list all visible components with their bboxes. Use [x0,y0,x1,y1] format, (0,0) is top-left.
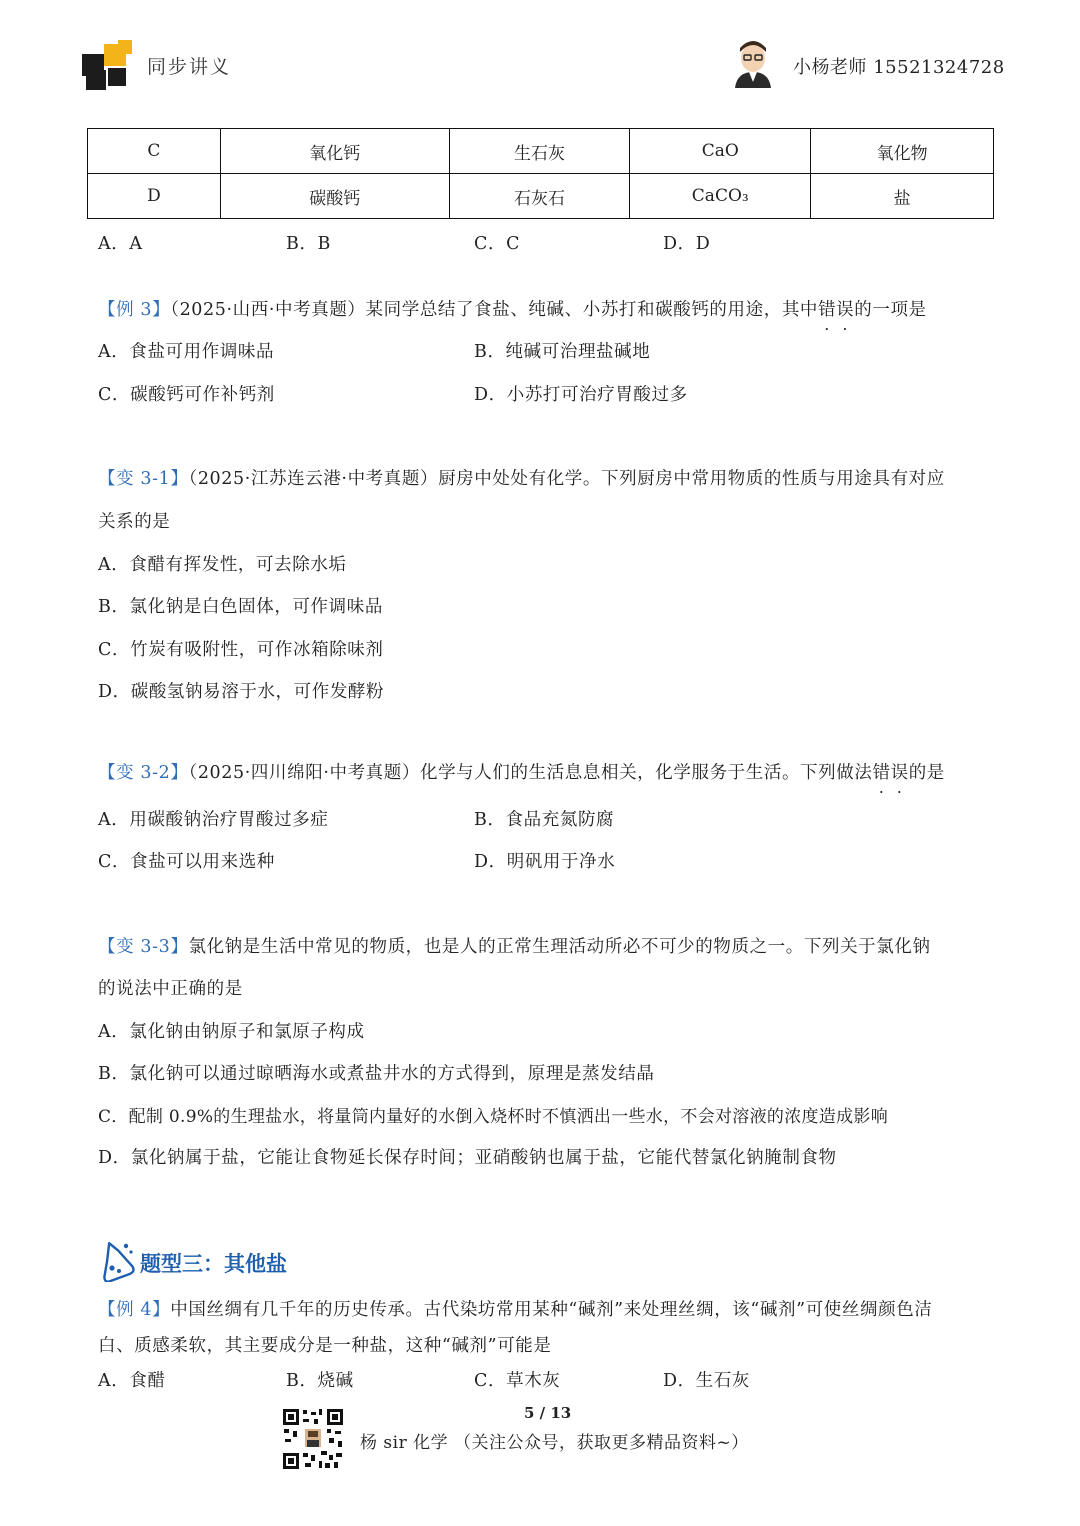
option-d: D．D [663,234,711,254]
question-tag: 【变 3-3】 [98,937,189,957]
option-c: C．草木灰 [474,1371,561,1391]
teacher-contact: 小杨老师 15521324728 [793,57,1005,78]
table-cell: CaCO₃ [630,174,811,219]
table-cell: C [88,129,221,174]
option-a: A．A [98,234,143,254]
table-cell: 石灰石 [449,174,630,219]
section-title: 题型三：其他盐 [140,1252,287,1276]
table-cell: 盐 [811,174,994,219]
teacher-avatar-icon [731,38,775,88]
option-b: B．纯碱可治理盐碱地 [474,342,651,362]
option-b: B．氯化钠是白色固体，可作调味品 [98,597,383,617]
table-row [88,174,994,219]
option-c: C．竹炭有吸附性，可作冰箱除味剂 [98,640,384,660]
footer-text: 杨 sir 化学 （关注公众号，获取更多精品资料~） [360,1433,749,1453]
option-b: B．烧碱 [286,1371,354,1391]
question-tag: 【例 3】 [98,300,171,320]
option-c: C．C [474,234,521,254]
header-title: 同步讲义 [147,56,232,78]
question-v33: 【变 3-3】氯化钠是生活中常见的物质，也是人的正常生理活动所必不可少的物质之一。下列关于氯化钠 [98,937,931,957]
question-ex4-cont: 白、质感柔软，其主要成分是一种盐，这种“碱剂”可能是 [98,1336,552,1356]
table-cell: D [88,174,221,219]
option-a: A．食盐可用作调味品 [98,342,275,362]
question-ex3: 【例 3】（2025·山西·中考真题）某同学总结了食盐、纯碱、小苏打和碳酸钙的用途，其中错误的一项是 [98,300,927,320]
option-d: D．小苏打可治疗胃酸过多 [474,385,688,405]
option-a: A．氯化钠由钠原子和氯原子构成 [98,1022,365,1042]
table-row [88,129,994,174]
substance-table [87,128,994,219]
question-tag: 【变 3-2】 [98,763,189,783]
option-d: D．碳酸氢钠易溶于水，可作发酵粉 [98,682,385,702]
option-c: C．配制 0.9%的生理盐水，将量筒内量好的水倒入烧杯时不慎洒出一些水，不会对溶液的浓度造成影响 [98,1107,888,1127]
logo-icon [82,40,134,90]
option-d: D．明矾用于净水 [474,852,616,872]
question-ex4: 【例 4】中国丝绸有几千年的历史传承。古代染坊常用某种“碱剂”来处理丝绸，该“碱剂”可使丝绸颜色洁 [98,1300,933,1320]
option-a: A．食醋有挥发性，可去除水垢 [98,555,347,575]
table-cell: 氧化物 [811,129,994,174]
question-v33-cont: 的说法中正确的是 [98,979,243,999]
option-b: B．B [286,234,332,254]
option-d: D．氯化钠属于盐，它能让食物延长保存时间；亚硝酸钠也属于盐，它能代替氯化钠腌制食物 [98,1148,837,1168]
table-cell: CaO [630,129,811,174]
emphasis-text: 错误 [872,763,909,783]
page-header [0,0,1080,110]
table-cell: 碳酸钙 [220,174,449,219]
table-cell: 氧化钙 [220,129,449,174]
question-v31: 【变 3-1】（2025·江苏连云港·中考真题）厨房中处处有化学。下列厨房中常用物质的性质与用途具有对应 [98,469,945,489]
question-tag: 【例 4】 [98,1300,171,1320]
question-tag: 【变 3-1】 [98,469,189,489]
table-cell: 生石灰 [449,129,630,174]
option-c: C．食盐可以用来选种 [98,852,275,872]
flask-icon [96,1238,136,1282]
emphasis-text: 错误 [818,300,855,320]
question-v31-cont: 关系的是 [98,512,171,532]
option-a: A．用碳酸钠治疗胃酸过多症 [98,810,329,830]
option-c: C．碳酸钙可作补钙剂 [98,385,275,405]
option-a: A．食醋 [98,1371,166,1391]
qr-code-icon [281,1407,345,1471]
question-v32: 【变 3-2】（2025·四川绵阳·中考真题）化学与人们的生活息息相关，化学服务于生活。下列做法错误的是 [98,763,945,783]
page-number: 5 / 13 [524,1404,572,1422]
option-b: B．氯化钠可以通过晾晒海水或煮盐井水的方式得到，原理是蒸发结晶 [98,1064,655,1084]
option-b: B．食品充氮防腐 [474,810,615,830]
option-d: D．生石灰 [663,1371,751,1391]
